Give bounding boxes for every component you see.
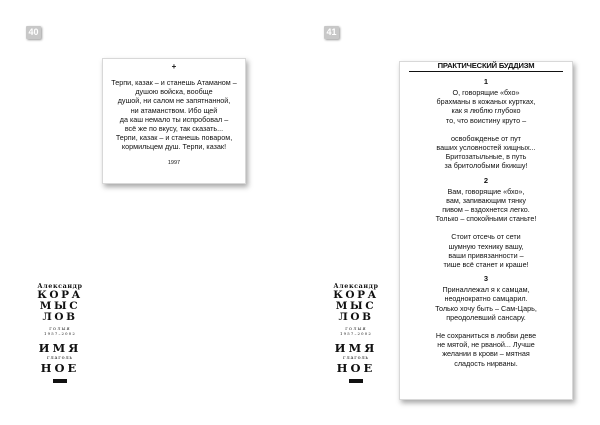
cover-surname-3: ЛОВ (338, 311, 374, 323)
poem-line: Только – спокойными станьте! (435, 214, 537, 224)
stanza (400, 88, 572, 125)
poem-line: Бритозатыльные, в путь (445, 152, 527, 162)
poem-line: желании в крови – мятная (442, 349, 530, 359)
stanza (400, 232, 572, 269)
cover-surname-1: КОРА (333, 289, 379, 301)
section-3-text (400, 285, 572, 368)
poem-line: Приналлежал я к самцам, (442, 285, 530, 295)
cover-verb: глаголь (47, 355, 73, 361)
poem-line: всё же по вкусу, так сказать... (124, 124, 224, 134)
poem-line: да каш немало ты испробовал – (119, 114, 229, 124)
poem-line: О, говорящие «бхо» (452, 88, 520, 97)
poem-card-right (399, 61, 573, 400)
section-1-text (400, 88, 572, 171)
poem-year: 1997 (167, 159, 181, 166)
stanza (400, 187, 572, 224)
stanza (400, 285, 572, 322)
poem-line: душою войска, вообще (135, 87, 213, 97)
poem-ornament: + (171, 62, 177, 71)
cover-first-name: Александр (37, 282, 83, 290)
poem-line: душой, ни салом не запятнанной, (117, 96, 231, 106)
cover-bar (53, 379, 67, 383)
poem-line: тише всё станет и краше! (443, 260, 529, 270)
cover-name-word: ИМЯ (334, 341, 378, 355)
poem-line: пивом – вздохнется легко. (442, 205, 530, 215)
poem-line: Только хочу быть – Сам-Царь, (435, 303, 537, 313)
poem-line: кормильцем душ. Терпи, казак! (121, 142, 227, 152)
poem-card-left (102, 58, 246, 184)
poem-line: ваших условностей хищных... (436, 143, 536, 153)
cover-years: 1957–2002 (43, 330, 77, 336)
cover-first-name: Александр (333, 282, 379, 290)
section-number: 2 (483, 175, 489, 185)
poem-line: Вам, говорящие «бхо», (447, 186, 525, 196)
cover-logo-left (32, 282, 88, 383)
poem-line: освобожденье от пут (451, 133, 521, 143)
poem-line: брахманы в кожаных куртках, (436, 97, 536, 107)
cover-tag: ГОЛЫЯ (345, 326, 367, 331)
section-2-text (400, 187, 572, 270)
poem-line: за бритолобыми бхикшу! (444, 161, 528, 171)
series-title: ПРАКТИЧЕСКИЙ БУДДИЗМ (409, 61, 563, 72)
poem-line: Терпи, казак – и станешь поваром, (115, 133, 233, 143)
poem-line: Терпи, казак – и станешь Атаманом – (111, 78, 237, 87)
section-number: 1 (483, 77, 489, 86)
poem-line: вам, запивающим тянку (446, 195, 526, 205)
cover-last-word: НОЕ (40, 361, 80, 375)
poem-line: Не сохраниться в любви деве (435, 331, 537, 341)
cover-surname-2: МЫС (335, 300, 377, 312)
poem-line: ни атаманством. Ибо щей (130, 105, 218, 115)
cover-verb: глаголь (343, 355, 369, 361)
poem-line: шумную технику вашу, (448, 241, 524, 251)
poem-line: не мятой, не рваной... Лучше (437, 340, 535, 350)
poem-text (103, 78, 245, 152)
section-number: 3 (483, 274, 489, 284)
stanza (400, 134, 572, 171)
stanza (400, 331, 572, 368)
cover-years: 1957–2002 (339, 330, 373, 336)
page-number-left: 40 (26, 26, 41, 39)
cover-tag: ГОЛЫЯ (49, 326, 71, 331)
poem-line: сладость нирваны. (454, 358, 518, 368)
poem-line: преодолевший сансару. (446, 312, 526, 322)
cover-name-word: ИМЯ (38, 341, 82, 355)
cover-last-word: НОЕ (336, 361, 376, 375)
cover-surname-2: МЫС (39, 300, 81, 312)
cover-surname-1: КОРА (37, 289, 83, 301)
poem-line: как я люблю глубоко (451, 106, 521, 116)
poem-line: Стоит отсечь от сети (451, 232, 521, 242)
cover-logo-right (328, 282, 384, 383)
page-number-right: 41 (324, 26, 339, 39)
poem-line: то, что воистину круто – (445, 115, 527, 125)
poem-line: неоднократно самцарил. (444, 294, 528, 304)
poem-line: ваши привязанности – (448, 250, 524, 260)
cover-bar (349, 379, 363, 383)
cover-surname-3: ЛОВ (42, 311, 78, 323)
